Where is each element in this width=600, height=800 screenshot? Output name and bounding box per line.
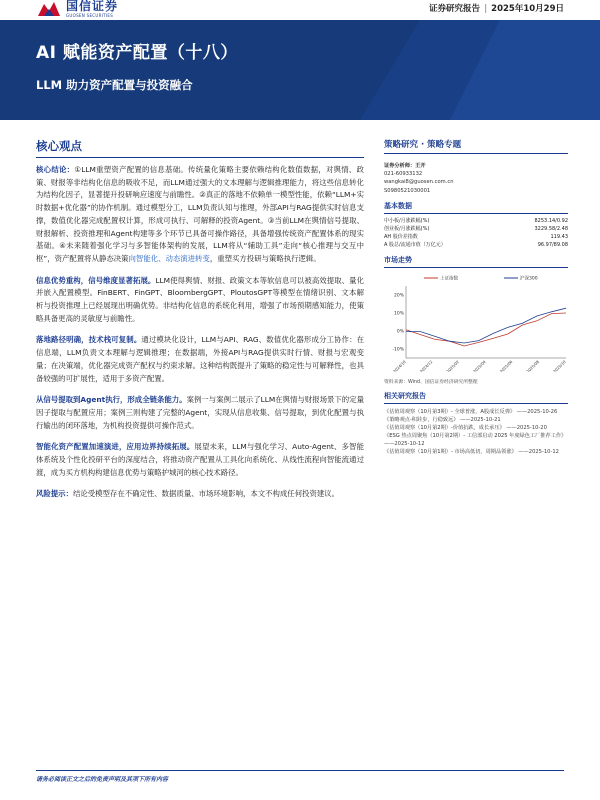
logo-en-text: GUOSEN SECURITIES <box>66 13 114 18</box>
x-tick-label: 2024/12 <box>418 358 434 372</box>
sidebar-title: 策略研究 · 策略专题 <box>384 138 568 154</box>
report-link-title[interactable]: 《策略观点-积跬步，行稳致远》 <box>384 416 459 423</box>
series-line-0 <box>406 313 566 346</box>
report-meta: 证券研究报告 | 2025年10月29日 <box>429 4 564 14</box>
paragraph-landing-path: 落地路径明确，技术栈可复制。通过模块化设计，LLM与API、RAG、数值优化器形成分工协作：在信息端，LLM负责文本理解与逻辑推理；在数据端，外接API与RAG提供实时行情、财报与宏观变量；在决策端，优化器完成资产配权与约束求解。这种结构既提升了策略的稳定性与可解释性，也具备较强的可扩展性，适用于多资产配置。 <box>36 335 364 383</box>
report-link-title[interactable]: 《估值周观察（10月第2期）-价值抗跌，成长承压》 <box>384 424 505 431</box>
basic-data-row <box>384 233 568 241</box>
basic-data-table <box>384 217 568 249</box>
analyst-email[interactable]: wangkai8@guosen.com.cn <box>384 179 454 186</box>
paragraph-info-advantage: 信息优势重构，信号维度显著拓展。LLM使得舆情、财报、政策文本等软信息可以被高效提取、量化并嵌入配置模型。FinBERT、FinGPT、BloombergGPT、PloutosGPT等模型在情绪识别、文本解析与投资推理上已经展现出明确优势。非结构化信息的系统化利用，增强了市场预期感知能力，使策略具备更高的灵敏度与前瞻性。 <box>36 275 364 323</box>
x-tick-label: 2025/06 <box>498 358 514 372</box>
x-tick-label: 2025/04 <box>472 358 487 372</box>
report-type: 证券研究报告 <box>429 4 481 14</box>
basic-data-key: 中小板/月涨跌幅(%) <box>384 217 430 224</box>
basic-data-value: 8253.14/0.92 <box>534 217 568 224</box>
related-report-item[interactable] <box>384 424 568 432</box>
basic-data-key: 创业板/月涨跌幅(%) <box>384 225 430 232</box>
market-trend-title: 市场走势 <box>384 255 568 268</box>
report-subtitle: LLM 助力资产配置与投资融合 <box>36 78 193 92</box>
paragraph-risk: 风险提示：结论受模型存在不确定性、数据质量、市场环境影响，本文不构成任何投资建议。 <box>36 489 340 499</box>
footer-disclaimer: 请务必阅读正文之后的免责声明及其项下所有内容 <box>36 770 564 783</box>
y-tick-label: -10% <box>392 347 404 353</box>
market-trend-chart <box>384 272 568 376</box>
basic-data-key: A 股总/流通市值（万亿元） <box>384 241 446 248</box>
paragraph-conclusion: 核心结论：①LLM重塑资产配置的信息基础。传统量化策略主要依赖结构化数值数据，对舆情、政策、财报等非结构化信息的吸收不足，而LLM通过强大的文本理解与逻辑推理能力，将这些信息转化为结构化因子，显著提升投研响应速度与前瞻性。②真正的落地不依赖单一模型性能，依赖“LLM+实时数据+优化器”的协作机制。通过模型分工，LLM负责认知与推理，外部API与RAG提供实时信息支撑，数值优化器完成配置权计算，形成可执行、可解释的投资Agent。③当前LLM在舆情信号提取、财报解析、投资推理和Agent构建等多个环节已具备可操作路径，具备增强传统资产配置体系的现实基础。④未来随着强化学习与多智能体架构的发展，LLM将从“辅助工具”走向“核心推理与交互中枢”，资产配置将从静态决策向智能化、动态演进转变，重塑买方投研与策略执行逻辑。 <box>36 165 364 263</box>
x-tick-label: 2025/10 <box>552 358 567 372</box>
related-report-item[interactable] <box>384 448 568 456</box>
basic-data-row <box>384 225 568 233</box>
x-tick-label: 2025/08 <box>525 358 541 372</box>
basic-data-row <box>384 217 568 225</box>
x-tick-label: 2024/10 <box>392 358 407 372</box>
basic-data-value: 3229.58/2.48 <box>534 225 568 232</box>
analyst-info: 证券分析师：王开 021-60933132 wangkai8@guosen.com.cn S0980521030001 <box>384 162 568 195</box>
related-report-item[interactable] <box>384 432 568 448</box>
company-logo <box>36 0 118 18</box>
top-header <box>0 0 600 20</box>
x-tick-label: 2025/02 <box>445 358 461 372</box>
report-link-title[interactable]: 《估值周观察（10月第3期）- 全球普涨，A股成长反弹》 <box>384 408 516 415</box>
analyst-license: S0980521030001 <box>384 187 431 194</box>
report-title: AI 赋能资产配置（十八） <box>36 43 238 63</box>
report-link-title[interactable]: 《ESG 热点周聚焦（10月第2期）- 工信部启动 2025 年度绿色工厂推荐工作》 <box>384 432 567 439</box>
paragraph-agent-execution: 从信号提取到Agent执行，形成全链条能力。案例一与案例二展示了LLM在舆情与财报场景下的定量因子提取与配置应用；案例三则构建了完整的Agent，实现从信息收集、信号提取，到优化配置与执行输出的闭环落地，为机构投资提供可操作范式。 <box>36 395 364 430</box>
report-date-item: ——2025-10-12 <box>384 440 425 447</box>
legend-label-1: 沪深300 <box>520 276 538 282</box>
legend-label-0: 上证指数 <box>440 276 458 282</box>
sidebar <box>384 138 568 456</box>
main-column <box>36 138 364 510</box>
analyst-name: 王开 <box>415 163 426 169</box>
analyst-phone: 021-60933132 <box>384 171 423 178</box>
guosen-logo-icon <box>36 0 62 16</box>
related-reports-list <box>384 408 568 456</box>
y-tick-label: 20% <box>393 293 404 299</box>
related-reports-title: 相关研究报告 <box>384 391 568 404</box>
basic-data-title: 基本数据 <box>384 201 568 214</box>
basic-data-value: 119.43 <box>550 233 568 240</box>
logo-cn-text: 国信证券 <box>66 0 119 13</box>
report-date-item: ——2025-10-20 <box>504 424 547 431</box>
report-link-title[interactable]: 《估值周观察（10月第1期）- 市场高低切，周期品领涨》 <box>384 448 517 455</box>
basic-data-value: 96.97/89.08 <box>537 241 568 248</box>
related-report-item[interactable] <box>384 408 568 416</box>
report-date: 2025年10月29日 <box>491 4 564 14</box>
title-banner <box>0 20 600 120</box>
chart-source: 资料来源：Wind、国信证券经济研究所整理 <box>384 379 478 385</box>
basic-data-row <box>384 241 568 249</box>
section-title-core: 核心观点 <box>36 138 364 158</box>
trend-chart-svg <box>384 272 568 372</box>
banner-decoration <box>300 20 600 120</box>
report-date-item: ——2025-10-21 <box>458 416 501 423</box>
related-report-item[interactable] <box>384 416 568 424</box>
basic-data-key: AH 股价差指数 <box>384 233 418 240</box>
report-date-item: ——2025-10-12 <box>516 448 559 455</box>
paragraph-outlook: 智能化资产配置加速演进，应用边界持续拓展。展望未来，LLM与强化学习、Auto-Agent、多智能体系统及个性化投研平台的深度结合，将推动资产配置从工具化向系统化、从线性流程向智能流通过渡，成为买方机构构建信息优势与策略护城河的核心技术路径。 <box>36 442 364 477</box>
y-tick-label: 0% <box>396 329 404 335</box>
y-tick-label: 10% <box>393 311 404 317</box>
report-date-item: ——2025-10-26 <box>515 408 558 415</box>
